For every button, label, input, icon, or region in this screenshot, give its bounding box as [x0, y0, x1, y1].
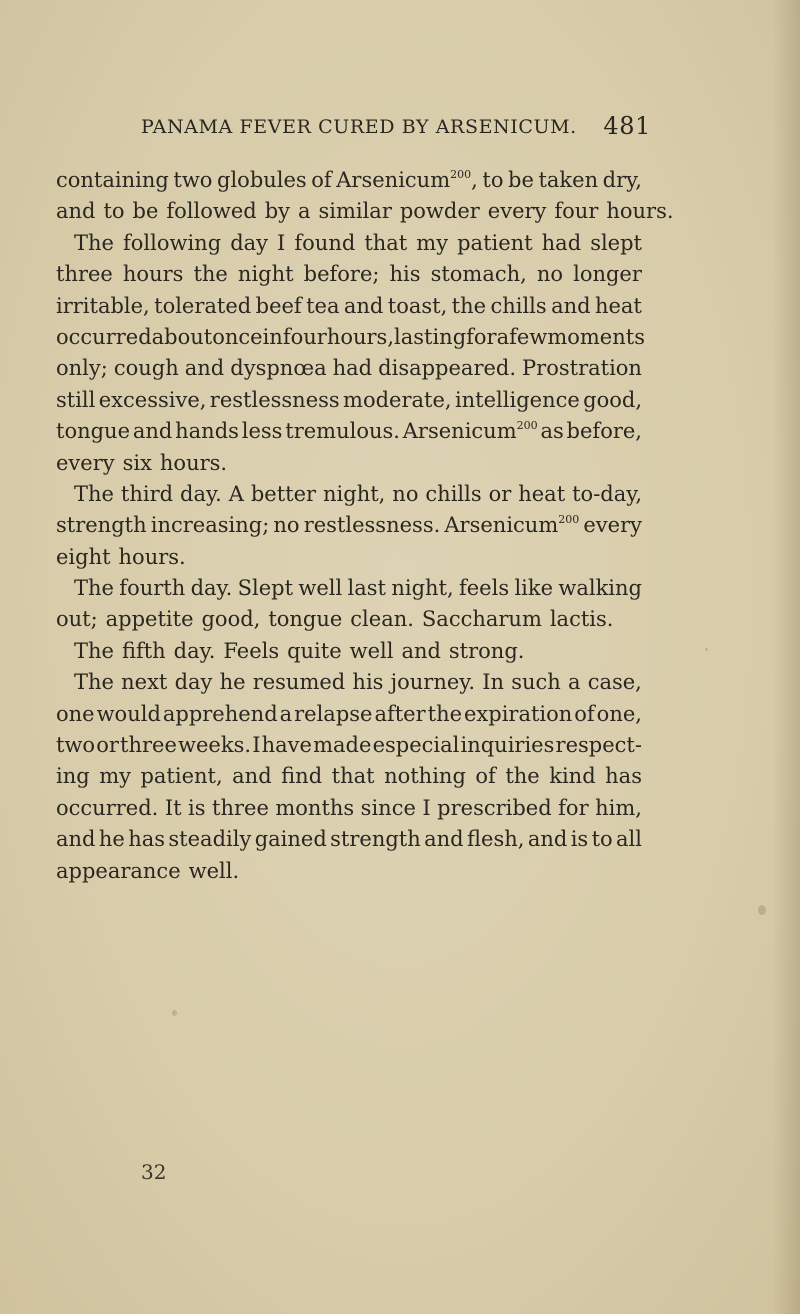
word: ing	[56, 764, 90, 789]
word: well	[298, 576, 343, 601]
word: before;	[303, 262, 380, 287]
word: once	[212, 324, 263, 349]
word: day	[230, 230, 269, 255]
word: and	[551, 293, 591, 318]
word: walking	[558, 576, 642, 601]
text-line	[56, 793, 642, 824]
paragraph	[56, 573, 642, 636]
word: resumed	[252, 670, 346, 695]
word: increasing;	[150, 513, 270, 538]
word: dyspnœa	[230, 356, 327, 381]
text-line	[56, 510, 642, 541]
word: In	[482, 670, 505, 695]
word: steadily	[168, 827, 252, 852]
word: day	[174, 670, 213, 695]
word: respect-	[555, 733, 642, 758]
word: quite	[287, 638, 342, 663]
word: Saccharum	[421, 607, 542, 632]
word: his	[389, 262, 421, 287]
word: A	[228, 481, 244, 506]
word: months	[275, 795, 355, 820]
word: he	[219, 670, 246, 695]
word: after	[374, 701, 426, 726]
text-line	[56, 761, 642, 792]
word: night,	[323, 481, 386, 506]
word: well	[349, 638, 394, 663]
word: him,	[595, 795, 642, 820]
word: and	[56, 827, 96, 852]
text-line	[56, 699, 642, 730]
word: would	[96, 701, 161, 726]
word: he	[98, 827, 125, 852]
word: inquiries	[460, 733, 555, 758]
word: patient	[457, 230, 533, 255]
word: has	[605, 764, 642, 789]
word: dry,	[602, 168, 642, 192]
signature-mark: 32	[141, 1160, 167, 1184]
text-line	[56, 730, 642, 761]
text-line	[56, 291, 642, 322]
word: Arsenicum$^{200}$	[402, 419, 538, 444]
word: The	[74, 638, 114, 663]
word: night	[237, 262, 294, 287]
word: of	[475, 764, 496, 789]
word: and	[424, 827, 464, 852]
word: cough	[113, 356, 179, 381]
word: before,	[566, 419, 642, 444]
word: and	[343, 293, 384, 318]
word: by	[264, 199, 290, 224]
word: powder	[399, 199, 480, 224]
word: find	[281, 764, 323, 789]
text-line	[56, 667, 642, 698]
word: of	[574, 701, 595, 726]
word: out;	[56, 607, 98, 632]
word: irritable,	[56, 293, 150, 318]
word: to	[482, 168, 504, 192]
word: case,	[587, 670, 642, 695]
word: lasting	[394, 324, 467, 349]
word: a	[567, 670, 581, 695]
text-line	[56, 228, 642, 259]
word: every	[487, 199, 547, 224]
word: I	[422, 795, 431, 820]
word: moderate,	[343, 387, 452, 412]
word: heat	[518, 481, 566, 506]
word: the	[505, 764, 540, 789]
text-line	[56, 824, 642, 855]
word: tolerated	[154, 293, 252, 318]
word: The	[74, 230, 114, 255]
word: journey.	[390, 670, 476, 695]
word: only;	[56, 356, 108, 381]
text-line	[56, 448, 642, 479]
word: occurred	[56, 324, 152, 349]
word: the	[193, 262, 228, 287]
word: tongue	[268, 607, 343, 632]
word: relapse	[294, 701, 373, 726]
word: The	[74, 576, 114, 601]
word: I	[277, 230, 286, 255]
word: hours.	[606, 199, 674, 224]
word: day.	[173, 638, 216, 663]
word: less	[241, 419, 283, 444]
running-title: PANAMA FEVER CURED BY ARSENICUM.	[141, 116, 577, 138]
word: hours.	[159, 450, 228, 475]
word: appearance	[56, 858, 181, 883]
word: hands	[175, 419, 239, 444]
word: one,	[596, 701, 642, 726]
word: Arsenicum$^{200}$,	[336, 168, 478, 192]
word: nothing	[384, 764, 466, 789]
word: expiration	[464, 701, 573, 726]
word: had	[541, 230, 582, 255]
text-line	[56, 856, 642, 887]
word: no	[392, 481, 419, 506]
text-line	[56, 604, 642, 635]
word: restlessness	[209, 387, 340, 412]
word: and	[184, 356, 225, 381]
word: found	[294, 230, 356, 255]
word: fifth	[121, 638, 166, 663]
word: or	[96, 733, 119, 758]
word: no	[273, 513, 300, 538]
text-line	[56, 353, 642, 384]
word: to	[103, 199, 125, 224]
word: a	[297, 199, 311, 224]
word: night,	[391, 576, 454, 601]
word: and	[401, 638, 441, 663]
paper-speck	[758, 905, 766, 915]
word: moments	[547, 324, 645, 349]
word: apprehend	[162, 701, 278, 726]
word: of	[311, 168, 332, 192]
word: and	[527, 827, 568, 852]
paper-speck	[705, 648, 708, 651]
word: my	[99, 764, 131, 789]
text-line	[56, 165, 642, 196]
word: fourth	[119, 576, 186, 601]
page-edge-shadow	[772, 0, 800, 1314]
paragraph	[56, 228, 645, 479]
word: in	[262, 324, 283, 349]
word: all	[616, 827, 642, 852]
text-line	[56, 479, 642, 510]
word: strong.	[448, 638, 525, 663]
word: disappeared.	[378, 356, 517, 381]
word: no	[536, 262, 564, 287]
word: every	[583, 513, 642, 538]
word: tremulous.	[285, 419, 400, 444]
text-line	[56, 259, 642, 290]
word: few	[509, 324, 548, 349]
word: four	[282, 324, 327, 349]
word: to-day,	[572, 481, 642, 506]
word: better	[250, 481, 317, 506]
word: for	[558, 795, 589, 820]
word: kind	[549, 764, 596, 789]
word: weeks.	[178, 733, 252, 758]
word: have	[261, 733, 312, 758]
paragraph	[56, 636, 642, 667]
word: prescribed	[437, 795, 552, 820]
word: last	[347, 576, 386, 601]
word: good,	[201, 607, 261, 632]
word: one	[56, 701, 95, 726]
word: stomach,	[430, 262, 527, 287]
word: followed	[166, 199, 257, 224]
word: similar	[318, 199, 392, 224]
word: slept	[590, 230, 642, 255]
page-number: 481	[603, 112, 651, 140]
word: The	[74, 481, 114, 506]
word: three	[212, 795, 269, 820]
word: his	[352, 670, 384, 695]
word: such	[511, 670, 561, 695]
word: or	[488, 481, 512, 506]
word: a	[496, 324, 510, 349]
word: since	[360, 795, 416, 820]
word: my	[416, 230, 449, 255]
word: globules	[217, 168, 307, 192]
word: flesh,	[467, 827, 525, 852]
word: strength	[56, 513, 147, 538]
paper-speck	[172, 1010, 177, 1016]
word: that	[364, 230, 408, 255]
word: hours.	[118, 544, 186, 569]
word: be	[132, 199, 159, 224]
word: restlessness.	[303, 513, 441, 538]
word: tongue	[56, 419, 131, 444]
word: good,	[583, 387, 642, 412]
word: three	[56, 262, 113, 287]
word: four	[554, 199, 599, 224]
word: hours,	[326, 324, 394, 349]
paragraph	[56, 165, 674, 228]
word: three	[120, 733, 177, 758]
word: The	[74, 670, 114, 695]
word: two	[56, 733, 96, 758]
word: and	[132, 419, 173, 444]
text-line	[56, 322, 645, 353]
word: like	[514, 576, 554, 601]
word: eight	[56, 544, 111, 569]
word: especial	[372, 733, 460, 758]
body-text	[56, 165, 674, 887]
word: the	[427, 701, 463, 726]
word: longer	[573, 262, 642, 287]
potency-superscript: 200	[516, 419, 538, 433]
word: Feels	[223, 638, 280, 663]
word: strength	[330, 827, 421, 852]
word: It	[164, 795, 182, 820]
word: Prostration	[522, 356, 642, 381]
word: excessive,	[98, 387, 207, 412]
potency-superscript: 200	[558, 513, 580, 527]
word: made	[313, 733, 372, 758]
text-line	[56, 196, 674, 227]
word: day.	[190, 576, 233, 601]
word: two	[173, 168, 213, 192]
word: and	[56, 199, 96, 224]
word: lactis.	[549, 607, 614, 632]
word: to	[591, 827, 613, 852]
text-line	[56, 542, 642, 573]
word: be	[508, 168, 534, 192]
word: hours	[122, 262, 184, 287]
word: clean.	[350, 607, 414, 632]
word: day.	[180, 481, 222, 506]
word: Arsenicum$^{200}$	[444, 513, 580, 538]
text-line	[56, 636, 642, 667]
word: following	[123, 230, 222, 255]
word: a	[279, 701, 293, 726]
word: occurred.	[56, 795, 159, 820]
word: taken	[538, 168, 599, 192]
word: chills	[425, 481, 482, 506]
text-line	[56, 573, 642, 604]
word: had	[332, 356, 373, 381]
word: that	[331, 764, 375, 789]
word: I	[252, 733, 261, 758]
word: as	[540, 419, 564, 444]
word: and	[232, 764, 272, 789]
word: is	[570, 827, 589, 852]
word: about	[151, 324, 213, 349]
word: toast,	[387, 293, 448, 318]
word: gained	[254, 827, 327, 852]
word: beef	[255, 293, 302, 318]
paragraph	[56, 479, 642, 573]
word: every	[56, 450, 115, 475]
word: has	[128, 827, 166, 852]
text-line	[56, 385, 642, 416]
word: feels	[458, 576, 510, 601]
word: heat	[594, 293, 642, 318]
word: tea	[306, 293, 340, 318]
word: Slept	[237, 576, 294, 601]
potency-superscript: 200	[450, 168, 472, 181]
word: six	[122, 450, 152, 475]
paragraph	[56, 667, 642, 887]
word: the	[451, 293, 487, 318]
word: chills	[490, 293, 547, 318]
word: intelligence	[454, 387, 580, 412]
word: appetite	[105, 607, 194, 632]
word: next	[121, 670, 168, 695]
word: well.	[188, 858, 240, 883]
word: is	[188, 795, 206, 820]
text-line	[56, 416, 642, 447]
word: still	[56, 387, 96, 412]
word: for	[466, 324, 497, 349]
word: containing	[56, 168, 169, 192]
word: patient,	[140, 764, 223, 789]
running-head	[141, 112, 651, 142]
word: third	[120, 481, 174, 506]
